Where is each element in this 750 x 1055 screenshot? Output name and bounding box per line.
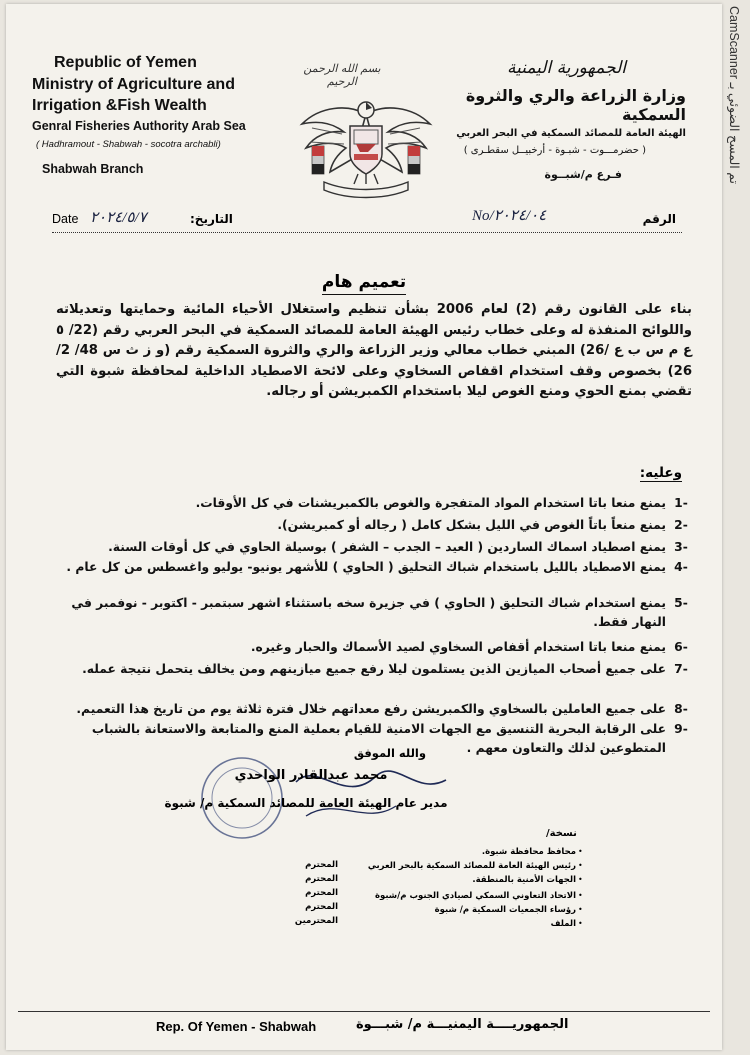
bullet-icon: • — [578, 919, 583, 928]
directive-number: 8- — [674, 702, 688, 716]
directive-number: 3- — [674, 540, 688, 554]
bullet-icon: • — [578, 861, 583, 870]
cc-recipient: محافظ محافظة شبوة. — [481, 847, 576, 857]
intro-paragraph: بناء على القانون رقم (2) لعام 2006 بشأن تنظيم واستغلال الأحياء المائية وحمايتها وتعديلاته واللوائح المنفذة له وعلى خطاب رئيس الهيئة العامة للمصائد السمكية في البحر العربي رقم (22/ ٥ ع م س ب ع /26) المبني خطاب معالي وزير الزراعة والري والثروة السمكية رقم (و ز ث س 48/ 2/ 26) بخصوص وقف استخدام اقفاص السخاوي وعلى لائحة الاصطياد الداخلية لمحافظة شبوة التي تقضي بمنع الحوي ومنع الغوص ليلا باستخدام الكمبريشن أو رجاله. — [56, 302, 692, 399]
bullet-icon: • — [578, 847, 583, 856]
directive-item — [52, 494, 696, 513]
directive-number: 7- — [674, 662, 688, 676]
directive-text: يمنع اصطياد اسماك الساردين ( العيد – الجدب – الشفر ) بوسيلة الحاوي في كل أوقات السنة. — [108, 540, 666, 554]
directive-number: 2- — [674, 518, 688, 532]
districts-ar: ( حضرمـــوت - شبـوة - أرخبيــل سقطـرى ) — [463, 145, 646, 156]
footer-arabic: الجمهوريــــة اليمنيـــة م/ شبـــوة — [356, 1017, 569, 1032]
directive-text: يمنع استخدام شباك التحليق ( الحاوي ) في جزيرة سخه باستثناء اشهر سبتمبر - اكتوبر - نوفمبر في النهار فقط. — [71, 596, 666, 629]
document-title-text: تعميم هام — [322, 272, 406, 295]
authority-en: Genral Fisheries Authority Arab Sea — [32, 119, 246, 133]
respect-term: المحترم — [305, 888, 338, 898]
signatory-title: مدير عام الهيئة العامة للمصائد السمكية م/ شبوة — [164, 796, 448, 810]
yemen-eagle-emblem-icon — [298, 84, 434, 204]
cc-recipient: رؤساء الجمعيات السمكية م/ شبوة — [434, 905, 576, 915]
scanner-watermark — [724, 6, 746, 216]
directive-text: على الرقابة البحرية التنسيق مع الجهات الامنية للقيام بعملية المنع والمتابعة والاستعانة بالشباب المتطوعين لذلك والتعاون معهم . — [91, 722, 666, 755]
footer-english: Rep. Of Yemen - Shabwah — [156, 1019, 317, 1034]
directive-text: على جميع أصحاب الميازين الذين يستلمون ليلا رفع جميع ميازينهم ومن يخالف يتحمل نتيجة عمله. — [82, 662, 666, 676]
directive-number: 6- — [674, 640, 688, 654]
directive-text: يمنع منعا باتا استخدام أقفاص السخاوي لصيد الأسماك والحبار وغيره. — [250, 640, 666, 654]
directive-item — [52, 538, 696, 557]
republic-ar: الجمهورية اليمنية — [506, 58, 626, 78]
reference-label-ar: الرقم — [642, 212, 676, 226]
directive-number: 9- — [674, 722, 688, 736]
ministry-ar: وزارة الزراعة والري والثروة السمكية — [465, 86, 686, 124]
directive-number: 4- — [674, 560, 688, 574]
reference-number: No/٢٠٢٤/٠٤ — [472, 208, 547, 224]
directive-number: 1- — [674, 496, 688, 510]
respect-term: المحترم — [305, 874, 338, 884]
cc-recipient: رئيس الهيئة العامة للمصائد السمكية بالبحر العربي — [367, 861, 576, 871]
document-page — [6, 4, 722, 1050]
therefore-heading: وعليه: — [639, 465, 682, 481]
directive-item — [52, 660, 696, 679]
date-label-ar: التاريخ: — [190, 212, 233, 226]
cc-recipient: الملف — [550, 919, 576, 929]
directive-text: على جميع العاملين بالسخاوي والكمبريشن رفع معداتهم خلال فترة ثلاثة يوم من تاريخ هذا التعميم. — [76, 702, 666, 716]
date-value: ٢٠٢٤/٥/٧ — [90, 210, 147, 226]
directive-item — [52, 516, 696, 535]
document-title — [6, 272, 722, 292]
directive-number: 5- — [674, 596, 688, 610]
header-arabic — [426, 58, 686, 181]
branch-ar: فـرع م/شبــوة — [544, 168, 622, 181]
authority-ar: الهيئة العامة للمصائد السمكية في البحر العربي — [456, 128, 686, 139]
bullet-icon: • — [578, 875, 583, 884]
districts-en: ( Hadhramout - Shabwah - socotra archabli) — [36, 139, 221, 150]
signatory-name: محمد عبدالقادر الواحدي — [234, 768, 388, 783]
republic-en: Republic of Yemen — [54, 54, 197, 71]
bullet-icon: • — [578, 905, 583, 914]
footer-divider — [18, 1011, 710, 1012]
cc-recipient: الاتحاد التعاوني السمكي لصيادي الجنوب م/شبوة — [374, 891, 576, 901]
directive-item — [52, 594, 696, 632]
respect-term: المحترم — [305, 902, 338, 912]
directive-text: يمنع منعا باتا استخدام المواد المتفجرة والغوص بالكمبريشنات في كل الأوقات. — [195, 496, 666, 510]
branch-en: Shabwah Branch — [42, 162, 144, 176]
meta-divider — [52, 232, 682, 233]
header-english — [32, 54, 282, 176]
basmala: بسم الله الرحمن الرحيم — [303, 62, 381, 88]
date-reference-row — [52, 210, 682, 234]
ministry-en-line1: Ministry of Agriculture and — [32, 76, 235, 93]
cc-recipient: الجهات الأمنية بالمنطقة. — [472, 875, 576, 885]
bullet-icon: • — [578, 891, 583, 900]
respect-term: المحترمين — [294, 916, 338, 926]
signature-block — [146, 756, 466, 846]
scanner-watermark-text: CamScanner تم المسح الضوئي بـ — [727, 6, 741, 184]
directive-item — [52, 558, 696, 577]
cc-label: نسخة/ — [546, 828, 577, 839]
date-label: Date — [52, 212, 79, 226]
directive-item — [52, 638, 696, 657]
respect-term: المحترم — [305, 860, 338, 870]
ministry-en-line2: Irrigation &Fish Wealth — [32, 97, 207, 114]
directive-text: يمنع منعاً باتاً الغوص في الليل بشكل كامل ( رجاله أو كمبريشن). — [277, 518, 666, 532]
directive-text: يمنع الاصطياد بالليل باستخدام شباك التحليق ( الحاوي ) للأشهر يونيو- يوليو واغسطس من كل عام . — [66, 560, 666, 574]
directive-item — [52, 700, 696, 719]
closing-phrase: والله الموفق — [353, 746, 426, 760]
